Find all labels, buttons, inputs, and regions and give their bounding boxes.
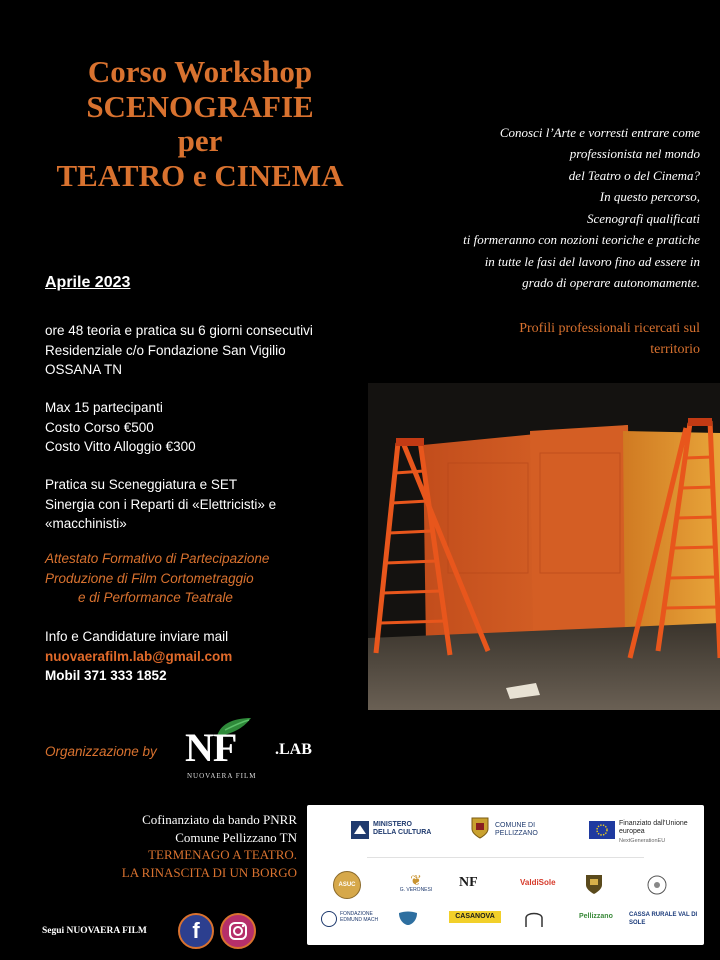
title-line-4: TEATRO e CINEMA [56,158,344,194]
facebook-icon[interactable]: f [178,913,214,949]
sponsor-wheel [645,873,669,900]
sponsor-crest [585,873,603,898]
title-line-2: SCENOGRAFIE [86,88,314,124]
detail-line: OSSANA TN [45,362,123,378]
sponsor-asuc: ASUC [333,871,361,899]
mask-icon [397,909,419,927]
intro-line: Scenografi qualificati [586,210,700,226]
detail-line: Max 15 partecipanti [45,400,163,415]
funding-line: Comune Pellizzano TN [175,829,297,845]
info-line: Info e Candidature inviare mail [45,629,229,644]
phone-number: Mobil 371 333 1852 [45,668,167,684]
detail-line: Costo Vitto Alloggio €300 [45,439,196,455]
profiles-line: Profili professionali ricercati sul [519,321,700,336]
sponsor-divider [367,857,644,858]
sponsor-nf: NF [459,875,478,890]
intro-line: in tutte le fasi del lavoro fino ad essere in [484,253,700,269]
intro-line: professionista nel mondo [569,146,700,162]
logo-suffix: .LAB [275,741,312,758]
sponsors-panel: MINISTERO DELLA CULTURA COMUNE DI PELLIZZANO Finanziato dall'Unione europea NextGenerationEU ASUC ❦ G. VERONESI NF ValdiSole FONDAZIONE EDMUND MACH CASANOVA Pellizzano CASSA RURALE VAL DI SOLE [307,805,704,945]
intro-line: In questo percorso, [599,189,700,205]
intro-line: Conosci l’Arte e vorresti entrare come [499,125,700,140]
schedule-block [45,321,313,380]
organization-label: Organizzazione by [45,744,157,759]
email-link[interactable]: nuovaerafilm.lab@gmail.com [45,648,233,664]
certificate-block [45,549,269,608]
profiles-line: territorio [650,342,700,357]
funding-line: Cofinanziato da bando PNRR [142,812,297,827]
follow-label: Segui NUOVAERA FILM [42,926,147,936]
logo-text: NF [185,725,237,770]
wheel-icon [645,873,669,897]
detail-line: Attestato Formativo di Partecipazione [45,551,270,566]
detail-line: Costo Corso €500 [45,419,154,435]
detail-line: ore 48 teoria e pratica su 6 giorni consecutivi [45,323,313,338]
coat-of-arms-icon [471,815,489,839]
title-line-3: per [177,123,223,159]
candle-icon: ❦ [410,872,422,888]
course-date: Aprile 2023 [45,274,131,291]
detail-line: Pratica su Sceneggiatura e SET [45,477,238,492]
sponsor-pellizzano: Pellizzano [579,913,613,920]
logo-subtitle: NUOVAERA FILM [187,772,257,780]
funding-project: TERMENAGO A TEATRO. [148,847,297,863]
ministero-icon [351,821,369,839]
profiles-text [440,318,700,360]
nuovaera-film-logo [185,718,325,780]
cost-block [45,398,196,457]
funding-project: LA RINASCITA DI UN BORGO [121,864,297,880]
sponsor-casanova: CASANOVA [449,911,501,923]
detail-line: e di Performance Teatrale [78,590,233,606]
detail-line: Sinergia con i Reparti di «Elettricisti» e [45,496,277,512]
intro-line: ti formeranno con nozioni teoriche e pratiche [463,232,700,248]
title-line-1: Corso Workshop [87,54,313,89]
arch-icon [523,909,545,929]
contact-block [45,627,232,686]
detail-line: Produzione di Film Cortometraggio [45,570,254,586]
practice-block [45,475,276,534]
sponsor-cassa-rurale: CASSA RURALE VAL DI SOLE [629,912,698,926]
intro-line: grado di operare autonomamente. [522,275,700,291]
crest-icon [585,873,603,895]
detail-line: «macchinisti» [45,516,127,532]
mach-icon [321,911,337,927]
sponsor-mask [397,909,419,930]
course-title [20,55,380,194]
sponsor-arch [523,909,545,932]
intro-text [440,122,700,294]
intro-line: del Teatro o del Cinema? [568,167,700,183]
sponsor-veronesi: ❦ G. VERONESI [395,873,437,894]
detail-line: Residenziale c/o Fondazione San Vigilio [45,342,286,358]
stage-photo [368,383,720,710]
sponsor-valdisole: ValdiSole [520,878,556,887]
funding-text [37,811,297,881]
instagram-icon[interactable] [220,913,256,949]
eu-flag-icon [589,821,615,839]
